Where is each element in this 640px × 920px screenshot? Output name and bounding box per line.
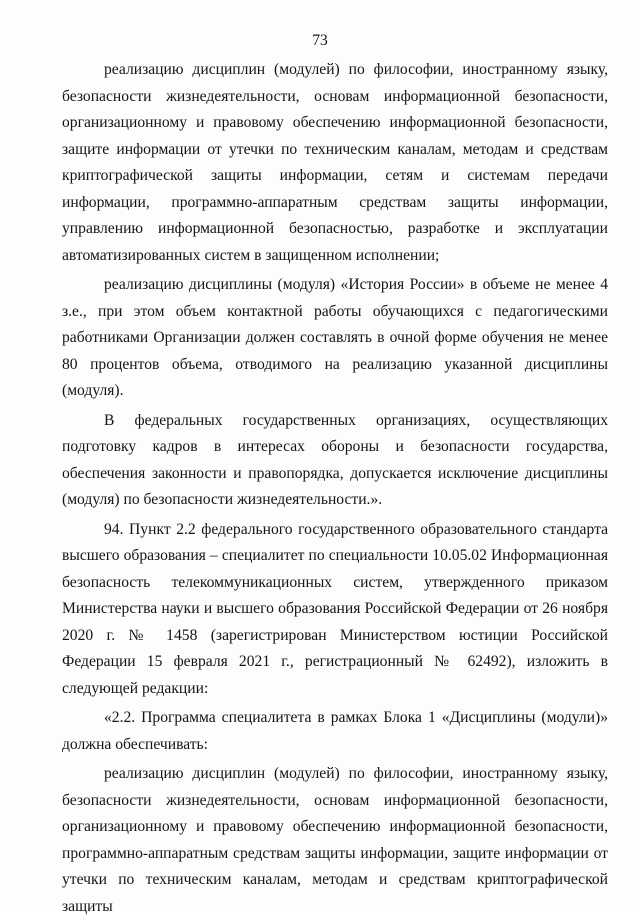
paragraph-program-2-2: «2.2. Программа специалитета в рамках Блока 1 «Дисциплины (модули)» должна обеспечивать: [62,709,608,753]
paragraph-disciplines-list-continued: реализацию дисциплин (модулей) по философии, иностранному языку, безопасности жизнедеятельности, основам информационной безопасности, организационному и правовому обеспечению информационной безопасности, программно-аппаратным средствам защиты информации, защите информации от утечки по техническим каналам, методам и средствам криптографической защиты [62,765,608,915]
paragraph-federal-organizations: В федеральных государственных организациях, осуществляющих подготовку кадров в интересах обороны и безопасности государства, обеспечения законности и правопорядка, допускается исключение дисциплины (модуля) по безопасности жизнедеятельности.». [62,411,608,508]
page-number: 73 [312,32,328,49]
paragraph-disciplines-list: реализацию дисциплин (модулей) по философии, иностранному языку, безопасности жизнедеятельности, основам информационной безопасности, организационному и правовому обеспечению информационной безопасности, защите информации от утечки по техническим каналам, методам и средствам криптографической защиты информации, сетям и системам передачи информации, программно-аппаратным средствам защиты информации, управлению информационной безопасностью, разработке и эксплуатации автоматизированных систем в защищенном исполнении; [62,61,608,264]
document-body [62,57,608,920]
paragraph-item-94: 94. Пункт 2.2 федерального государственного образовательного стандарта высшего образования – специалитет по специальности 10.05.02 Информационная безопасность телекоммуникационных систем, утвержденного приказом Министерства науки и высшего образования Российской Федерации от 26 ноября 2020 г. № 1458 (зарегистрирован Министерством юстиции Российской Федерации 15 февраля 2021 г., регистрационный № 62492), изложить в следующей редакции: [62,520,608,697]
paragraph-history-of-russia: реализацию дисциплины (модуля) «История России» в объеме не менее 4 з.е., при этом объем контактной работы обучающихся с педагогическими работниками Организации должен составлять в очной форме обучения не менее 80 процентов объема, отводимого на реализацию указанной дисциплины (модуля). [62,276,608,399]
